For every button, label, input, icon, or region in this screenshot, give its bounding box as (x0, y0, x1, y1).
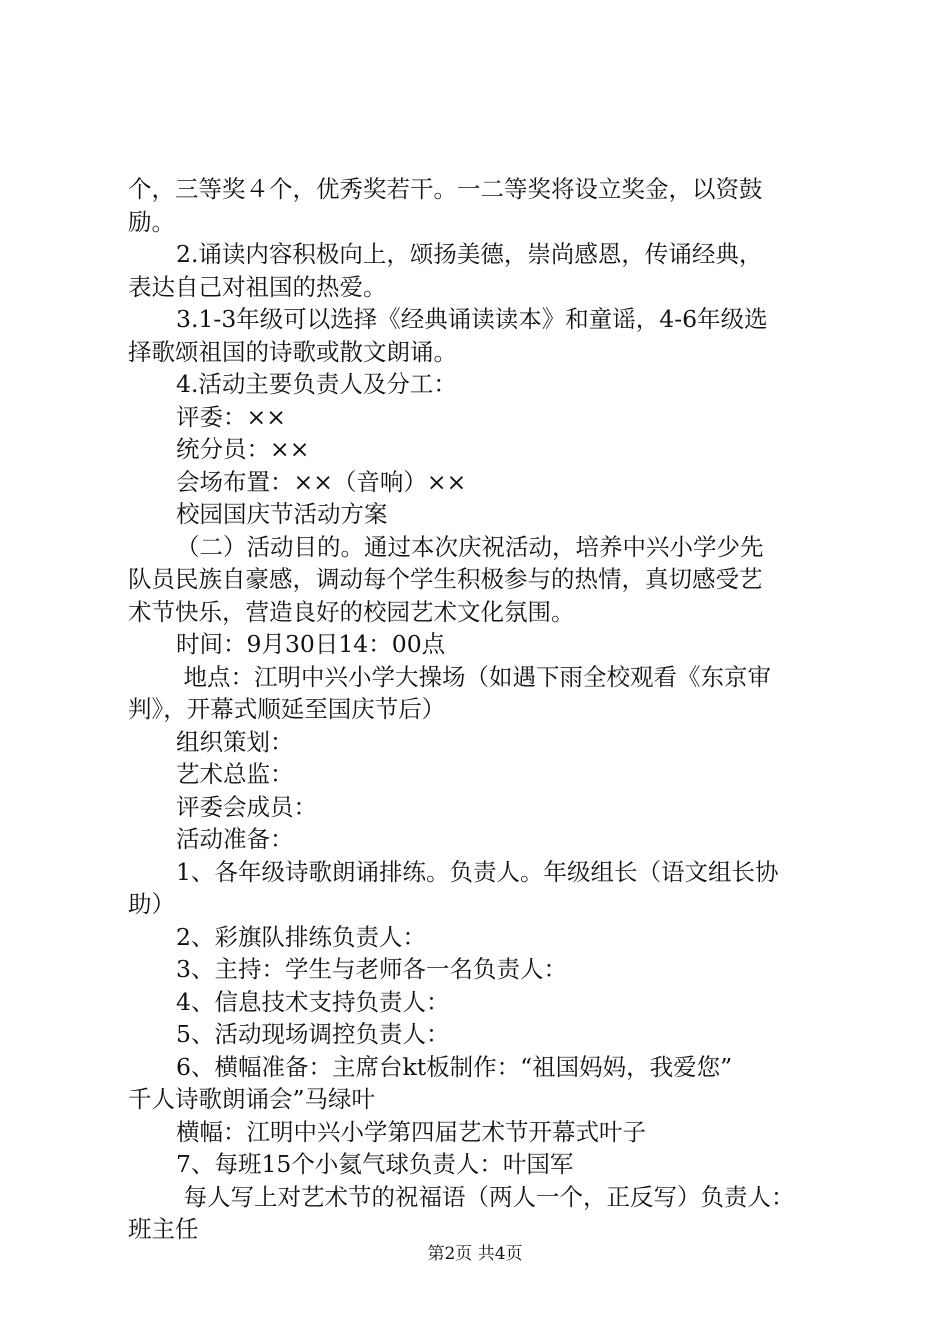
text-line: 地点：江明中兴小学大操场（如遇下雨全校观看《东京审 (176, 662, 771, 691)
text-line: 横幅：江明中兴小学第四届艺术节开幕式叶子 (176, 1117, 646, 1146)
text-line: （二）活动目的。通过本次庆祝活动，培养中兴小学少先 (176, 532, 764, 561)
text-line: 助） (128, 890, 175, 918)
text-line: 千人诗歌朗诵会”马绿叶 (128, 1085, 376, 1113)
text-line: 1、各年级诗歌朗诵排练。负责人。年级组长（语文组长协 (176, 857, 779, 886)
text-line: 每人写上对艺术节的祝福语（两人一个，正反写）负责人： (176, 1182, 795, 1211)
text-line: 活动准备： (176, 825, 294, 853)
text-line: 班主任 (128, 1215, 199, 1243)
text-line: 2.诵读内容积极向上，颂扬美德，崇尚感恩，传诵经典， (176, 240, 763, 268)
section-heading: 校园国庆节活动方案 (176, 500, 388, 528)
text-line: 会场布置：××（音响）×× (176, 467, 467, 496)
page-number-footer: 第2页 共4页 (427, 1244, 523, 1264)
document-body (128, 173, 838, 1246)
text-line: 个，三等奖４个，优秀奖若干。一二等奖将设立奖金，以资鼓 (128, 175, 763, 203)
text-line: 术节快乐，营造良好的校园艺术文化氛围。 (128, 597, 575, 626)
text-line: 评委会成员： (176, 792, 317, 821)
text-line: 3.1-3年级可以选择《经典诵读读本》和童谣，4-6年级选 (176, 305, 768, 333)
text-line: 4、信息技术支持负责人： (176, 987, 450, 1016)
text-line: 6、横幅准备：主席台kt板制作：“祖国妈妈，我爱您” (176, 1052, 733, 1081)
text-line: 2、彩旗队排练负责人： (176, 922, 426, 951)
text-line: 表达自己对祖国的热爱。 (128, 272, 387, 301)
text-line: 艺术总监： (176, 760, 294, 788)
text-line: 判》，开幕式顺延至国庆节后） (128, 695, 446, 723)
text-line: 组织策划： (176, 727, 294, 756)
text-line: 励。 (128, 207, 175, 236)
text-line: 5、活动现场调控负责人： (176, 1020, 450, 1048)
text-line: 统分员：×× (176, 435, 310, 463)
text-line: 队员民族自豪感，调动每个学生积极参与的热情，真切感受艺 (128, 565, 763, 593)
text-line: 评委：×× (176, 402, 286, 431)
text-line: 4.活动主要负责人及分工： (176, 370, 457, 398)
text-line: 3、主持：学生与老师各一名负责人： (176, 955, 567, 983)
text-line: 择歌颂祖国的诗歌或散文朗诵。 (128, 337, 457, 366)
text-line: 7、每班15个小氦气球负责人：叶国军 (176, 1150, 574, 1178)
text-line: 时间：9月30日14：00点 (176, 630, 446, 658)
